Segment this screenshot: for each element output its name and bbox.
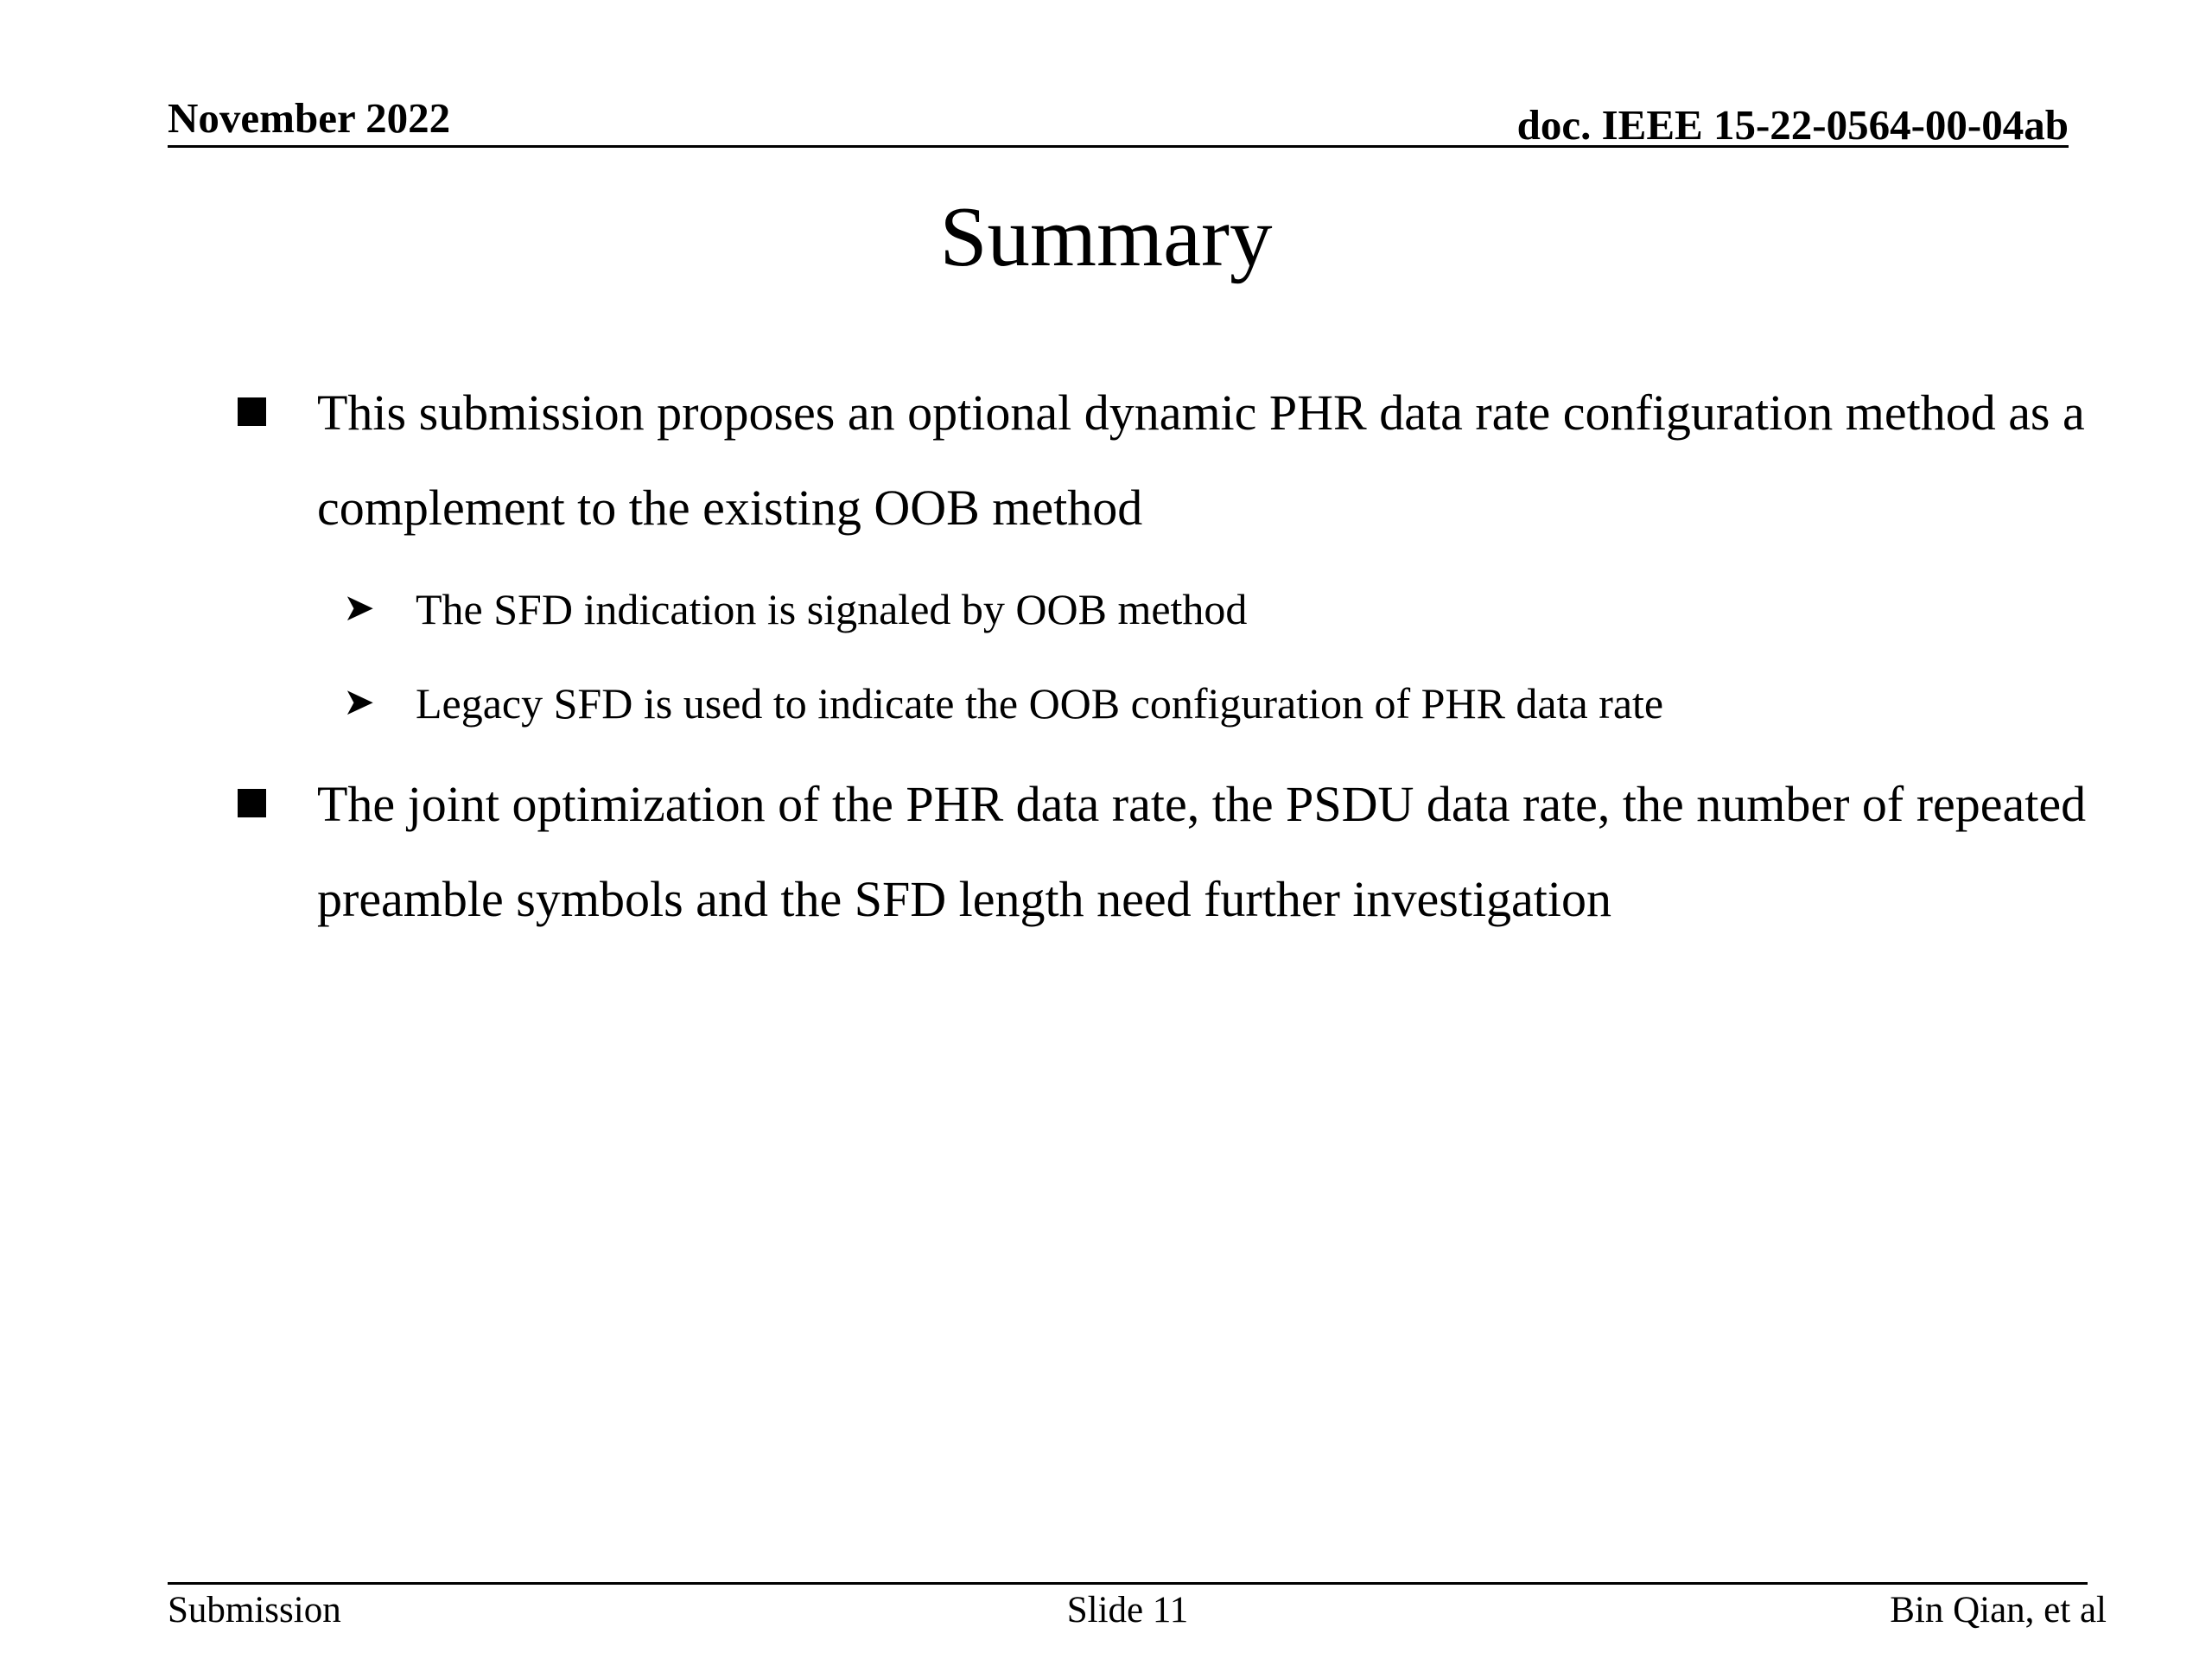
footer-divider (168, 1582, 2088, 1585)
sub-bullet-item-1: The SFD indication is signaled by OOB method (416, 585, 1248, 633)
header-doc-id: doc. IEEE 15-22-0564-00-04ab (1516, 101, 2069, 149)
header-date: November 2022 (168, 94, 451, 142)
slide-title: Summary (939, 190, 1273, 284)
footer-submission: Submission (168, 1590, 341, 1630)
square-bullet-icon (238, 789, 266, 817)
bullet-item-1: This submission proposes an optional dynamic PHR data rate configuration method as a complement to the existing OOB method (317, 385, 2085, 536)
sub-bullet-item-2: Legacy SFD is used to indicate the OOB configuration of PHR data rate (416, 679, 1664, 728)
square-bullet-icon (238, 397, 266, 426)
arrow-bullet-icon: ➤ (343, 681, 375, 723)
footer-author: Bin Qian, et al (1890, 1590, 2107, 1630)
bullet-item-2: The joint optimization of the PHR data rate, the PSDU data rate, the number of repeated preamble symbols and the SFD length need further investigation (317, 776, 2087, 927)
arrow-bullet-icon: ➤ (343, 587, 375, 629)
footer-slide-number: Slide 11 (1066, 1590, 1189, 1630)
